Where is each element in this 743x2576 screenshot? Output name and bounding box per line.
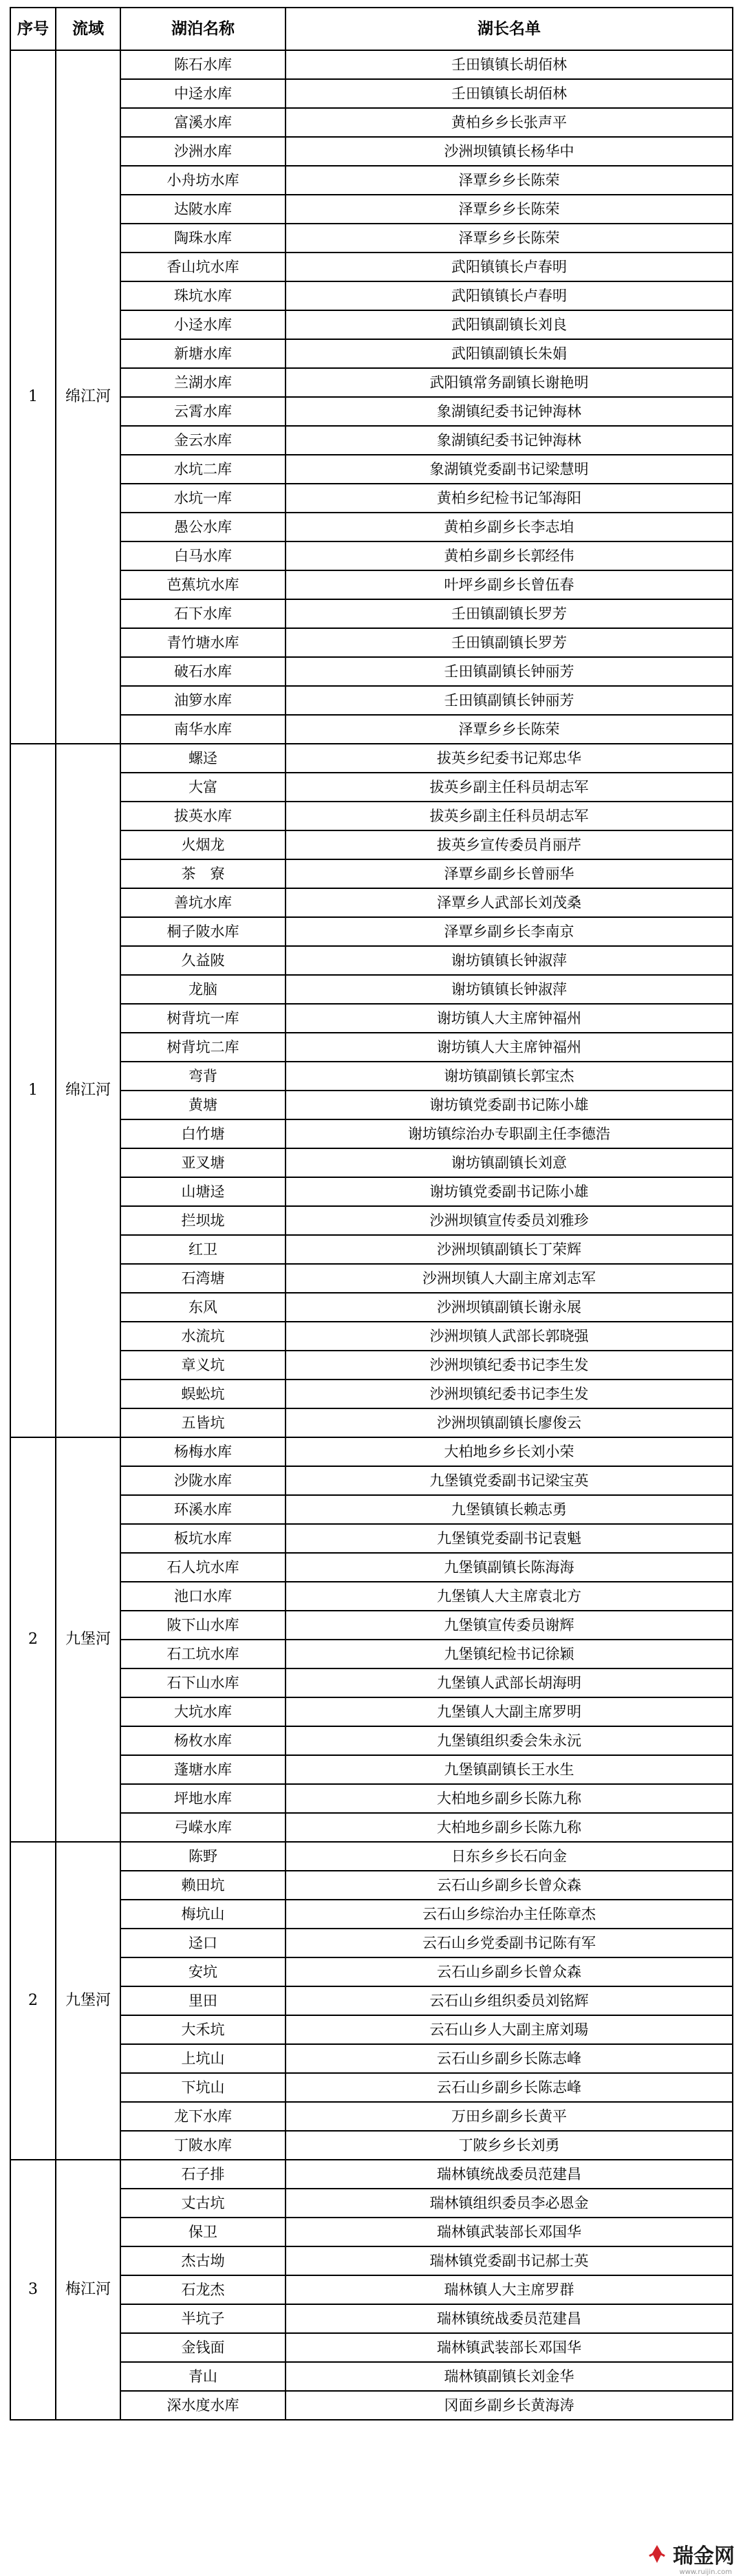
seq-cell: 1: [10, 744, 56, 1437]
lake-name-cell: 达陂水库: [120, 195, 286, 224]
lake-chief-cell: 冈面乡副乡长黄海涛: [286, 2391, 733, 2420]
lake-chief-cell: 九堡镇纪检书记徐颖: [286, 1640, 733, 1668]
lake-name-cell: 金钱面: [120, 2333, 286, 2362]
lake-name-cell: 水流坑: [120, 1322, 286, 1351]
lake-chief-cell: 九堡镇党委副书记梁宝英: [286, 1466, 733, 1495]
lake-chief-cell: 云石山乡人大副主席刘瑒: [286, 2015, 733, 2044]
lake-name-cell: 池口水库: [120, 1582, 286, 1611]
lake-name-cell: 石子排: [120, 2160, 286, 2189]
lake-chief-cell: 壬田镇副镇长罗芳: [286, 599, 733, 628]
lake-name-cell: 弓嵘水库: [120, 1813, 286, 1842]
lake-name-cell: 章义坑: [120, 1351, 286, 1380]
lake-name-cell: 板坑水库: [120, 1524, 286, 1553]
lake-chief-cell: 谢坊镇副镇长刘意: [286, 1148, 733, 1177]
lake-chief-cell: 拔英乡宣传委员肖丽芹: [286, 830, 733, 859]
lake-chief-cell: 九堡镇党委副书记袁魁: [286, 1524, 733, 1553]
lake-name-cell: 石龙杰: [120, 2275, 286, 2304]
lake-chief-cell: 大柏地乡副乡长陈九称: [286, 1784, 733, 1813]
lake-chief-cell: 谢坊镇人大主席钟福州: [286, 1004, 733, 1033]
lake-chief-cell: 叶坪乡副乡长曾伍春: [286, 570, 733, 599]
lake-chief-cell: 武阳镇镇长卢春明: [286, 253, 733, 281]
lake-chief-cell: 黄柏乡乡长张声平: [286, 108, 733, 137]
table-row: [10, 1437, 733, 1466]
lake-name-cell: 东风: [120, 1293, 286, 1322]
lake-name-cell: 小迳水库: [120, 310, 286, 339]
lake-name-cell: 梅坑山: [120, 1900, 286, 1929]
lake-chief-cell: 黄柏乡副乡长郭经伟: [286, 541, 733, 570]
lake-chief-cell: 沙洲坝镇人大副主席刘志军: [286, 1264, 733, 1293]
lake-chief-cell: 武阳镇常务副镇长谢艳明: [286, 368, 733, 397]
lake-chief-cell: 云石山乡副乡长曾众森: [286, 1871, 733, 1900]
seq-cell: 1: [10, 50, 56, 744]
table-row: [10, 1842, 733, 1871]
lake-chief-cell: 壬田镇镇长胡佰林: [286, 50, 733, 79]
lake-chief-cell: 黄柏乡纪检书记邹海阳: [286, 484, 733, 513]
lake-chief-cell: 九堡镇镇长赖志勇: [286, 1495, 733, 1524]
lake-name-cell: 白马水库: [120, 541, 286, 570]
lake-name-cell: 小舟坊水库: [120, 166, 286, 195]
lake-chief-cell: 云石山乡副乡长陈志峰: [286, 2073, 733, 2102]
lake-chief-cell: 沙洲坝镇纪委书记李生发: [286, 1380, 733, 1408]
lake-chief-cell: 瑞林镇统战委员范建昌: [286, 2304, 733, 2333]
lake-name-cell: 香山坑水库: [120, 253, 286, 281]
lake-name-cell: 兰湖水库: [120, 368, 286, 397]
lake-name-cell: 珠坑水库: [120, 281, 286, 310]
seq-cell: 3: [10, 2160, 56, 2420]
lake-chief-cell: 谢坊镇人大主席钟福州: [286, 1033, 733, 1062]
lake-name-cell: 拔英水库: [120, 802, 286, 830]
lake-name-cell: 坪地水库: [120, 1784, 286, 1813]
lake-name-cell: 芭蕉坑水库: [120, 570, 286, 599]
lake-name-cell: 深水度水库: [120, 2391, 286, 2420]
lake-chief-cell: 瑞林镇组织委员李必恩金: [286, 2189, 733, 2218]
lake-name-cell: 拦坝垅: [120, 1206, 286, 1235]
lake-name-cell: 中迳水库: [120, 79, 286, 108]
lake-chief-cell: 泽覃乡乡长陈荣: [286, 166, 733, 195]
lake-chief-table: [10, 7, 733, 2421]
lake-chief-cell: 拔英乡副主任科员胡志军: [286, 773, 733, 802]
lake-name-cell: 油箩水库: [120, 686, 286, 715]
lake-chief-cell: 瑞林镇统战委员范建昌: [286, 2160, 733, 2189]
lake-chief-cell: 沙洲坝镇镇长杨华中: [286, 137, 733, 166]
seq-cell: 2: [10, 1437, 56, 1842]
lake-name-cell: 弯背: [120, 1062, 286, 1091]
lake-chief-cell: 瑞林镇副镇长刘金华: [286, 2362, 733, 2391]
lake-chief-cell: 象湖镇纪委书记钟海林: [286, 426, 733, 455]
header-row: [10, 8, 733, 50]
lake-name-cell: 陈石水库: [120, 50, 286, 79]
header-lake-name: 湖泊名称: [120, 8, 286, 50]
lake-name-cell: 蓬塘水库: [120, 1755, 286, 1784]
lake-chief-cell: 泽覃乡副乡长曾丽华: [286, 859, 733, 888]
lake-chief-cell: 武阳镇镇长卢春明: [286, 281, 733, 310]
lake-chief-cell: 壬田镇副镇长钟丽芳: [286, 686, 733, 715]
lake-chief-cell: 沙洲坝镇副镇长丁荣辉: [286, 1235, 733, 1264]
lake-chief-cell: 泽覃乡乡长陈荣: [286, 224, 733, 253]
lake-name-cell: 丈古坑: [120, 2189, 286, 2218]
lake-chief-cell: 武阳镇副镇长刘良: [286, 310, 733, 339]
lake-name-cell: 安坑: [120, 1957, 286, 1986]
lake-chief-cell: 云石山乡副乡长陈志峰: [286, 2044, 733, 2073]
header-basin: 流域: [56, 8, 120, 50]
lake-name-cell: 云霄水库: [120, 397, 286, 426]
lake-name-cell: 破石水库: [120, 657, 286, 686]
lake-chief-cell: 九堡镇组织委会朱永沅: [286, 1726, 733, 1755]
seq-cell: 2: [10, 1842, 56, 2160]
lake-chief-cell: 拔英乡副主任科员胡志军: [286, 802, 733, 830]
lake-chief-cell: 壬田镇副镇长钟丽芳: [286, 657, 733, 686]
lake-name-cell: 石人坑水库: [120, 1553, 286, 1582]
lake-chief-cell: 泽覃乡乡长陈荣: [286, 715, 733, 744]
lake-name-cell: 青竹塘水库: [120, 628, 286, 657]
lake-name-cell: 蜈蚣坑: [120, 1380, 286, 1408]
watermark-brand: 瑞金网: [673, 2544, 735, 2568]
lake-chief-cell: 云石山乡党委副书记陈有军: [286, 1929, 733, 1957]
lake-chief-cell: 瑞林镇武装部长邓国华: [286, 2333, 733, 2362]
lake-name-cell: 丁陂水库: [120, 2131, 286, 2160]
basin-cell: 绵江河: [56, 50, 120, 744]
lake-name-cell: 南华水库: [120, 715, 286, 744]
lake-name-cell: 亚叉塘: [120, 1148, 286, 1177]
header-lake-chief: 湖长名单: [286, 8, 733, 50]
lake-name-cell: 新塘水库: [120, 339, 286, 368]
lake-chief-cell: 象湖镇纪委书记钟海林: [286, 397, 733, 426]
lake-chief-cell: 谢坊镇副镇长郭宝杰: [286, 1062, 733, 1091]
lake-name-cell: 陶珠水库: [120, 224, 286, 253]
lake-name-cell: 保卫: [120, 2218, 286, 2246]
basin-cell: 绵江河: [56, 744, 120, 1437]
lake-chief-cell: 九堡镇人大主席袁北方: [286, 1582, 733, 1611]
lake-chief-cell: 大柏地乡副乡长陈九称: [286, 1813, 733, 1842]
lake-chief-cell: 大柏地乡乡长刘小荣: [286, 1437, 733, 1466]
lake-name-cell: 螺迳: [120, 744, 286, 773]
table-row: [10, 50, 733, 79]
lake-chief-cell: 九堡镇副镇长陈海海: [286, 1553, 733, 1582]
ruijin-logo-icon: [645, 2542, 669, 2566]
lake-name-cell: 富溪水库: [120, 108, 286, 137]
lake-name-cell: 环溪水库: [120, 1495, 286, 1524]
lake-chief-cell: 日东乡乡长石向金: [286, 1842, 733, 1871]
lake-name-cell: 黄塘: [120, 1091, 286, 1119]
lake-chief-cell: 沙洲坝镇纪委书记李生发: [286, 1351, 733, 1380]
lake-name-cell: 大禾坑: [120, 2015, 286, 2044]
lake-name-cell: 杰古坳: [120, 2246, 286, 2275]
lake-chief-cell: 泽覃乡人武部长刘茂桑: [286, 888, 733, 917]
lake-name-cell: 火烟龙: [120, 830, 286, 859]
lake-name-cell: 陂下山水库: [120, 1611, 286, 1640]
lake-chief-cell: 瑞林镇武装部长邓国华: [286, 2218, 733, 2246]
header-seq: 序号: [10, 8, 56, 50]
lake-name-cell: 石工坑水库: [120, 1640, 286, 1668]
lake-name-cell: 龙下水库: [120, 2102, 286, 2131]
lake-name-cell: 山塘迳: [120, 1177, 286, 1206]
lake-chief-cell: 九堡镇副镇长王水生: [286, 1755, 733, 1784]
lake-chief-cell: 泽覃乡副乡长李南京: [286, 917, 733, 946]
lake-chief-cell: 九堡镇人武部长胡海明: [286, 1668, 733, 1697]
lake-name-cell: 赖田坑: [120, 1871, 286, 1900]
lake-name-cell: 上坑山: [120, 2044, 286, 2073]
lake-name-cell: 半坑子: [120, 2304, 286, 2333]
lake-chief-cell: 九堡镇人大副主席罗明: [286, 1697, 733, 1726]
lake-chief-cell: 沙洲坝镇副镇长谢永展: [286, 1293, 733, 1322]
lake-name-cell: 陈野: [120, 1842, 286, 1871]
lake-chief-cell: 象湖镇党委副书记梁慧明: [286, 455, 733, 484]
lake-name-cell: 里田: [120, 1986, 286, 2015]
basin-cell: 梅江河: [56, 2160, 120, 2420]
lake-chief-cell: 云石山乡组织委员刘铭辉: [286, 1986, 733, 2015]
lake-chief-cell: 万田乡副乡长黄平: [286, 2102, 733, 2131]
lake-name-cell: 愚公水库: [120, 513, 286, 541]
basin-cell: 九堡河: [56, 1842, 120, 2160]
lake-chief-cell: 泽覃乡乡长陈荣: [286, 195, 733, 224]
lake-name-cell: 杨枚水库: [120, 1726, 286, 1755]
lake-chief-cell: 黄柏乡副乡长李志垍: [286, 513, 733, 541]
lake-chief-cell: 壬田镇镇长胡佰林: [286, 79, 733, 108]
lake-name-cell: 五皆坑: [120, 1408, 286, 1437]
table-body: [10, 50, 733, 2420]
watermark: [645, 2540, 735, 2576]
lake-chief-cell: 沙洲坝镇副镇长廖俊云: [286, 1408, 733, 1437]
table-row: [10, 2160, 733, 2189]
lake-name-cell: 石湾塘: [120, 1264, 286, 1293]
lake-name-cell: 树背坑二库: [120, 1033, 286, 1062]
lake-chief-cell: 九堡镇宣传委员谢辉: [286, 1611, 733, 1640]
lake-name-cell: 桐子陂水库: [120, 917, 286, 946]
lake-chief-cell: 沙洲坝镇人武部长郭晓强: [286, 1322, 733, 1351]
lake-name-cell: 水坑二库: [120, 455, 286, 484]
lake-name-cell: 善坑水库: [120, 888, 286, 917]
lake-name-cell: 沙洲水库: [120, 137, 286, 166]
lake-name-cell: 树背坑一库: [120, 1004, 286, 1033]
lake-name-cell: 大坑水库: [120, 1697, 286, 1726]
lake-name-cell: 石下水库: [120, 599, 286, 628]
table-row: [10, 744, 733, 773]
lake-chief-cell: 瑞林镇党委副书记郝士英: [286, 2246, 733, 2275]
lake-name-cell: 迳口: [120, 1929, 286, 1957]
lake-name-cell: 大富: [120, 773, 286, 802]
watermark-url: www.ruijin.com: [679, 2568, 732, 2576]
lake-chief-cell: 壬田镇副镇长罗芳: [286, 628, 733, 657]
lake-name-cell: 石下山水库: [120, 1668, 286, 1697]
lake-chief-cell: 武阳镇副镇长朱娟: [286, 339, 733, 368]
lake-chief-cell: 沙洲坝镇宣传委员刘雅珍: [286, 1206, 733, 1235]
lake-chief-cell: 云石山乡综治办主任陈章杰: [286, 1900, 733, 1929]
basin-cell: 九堡河: [56, 1437, 120, 1842]
lake-name-cell: 久益陂: [120, 946, 286, 975]
lake-chief-cell: 谢坊镇镇长钟淑萍: [286, 975, 733, 1004]
lake-chief-cell: 谢坊镇综治办专职副主任李德浩: [286, 1119, 733, 1148]
lake-name-cell: 红卫: [120, 1235, 286, 1264]
lake-chief-cell: 拔英乡纪委书记郑忠华: [286, 744, 733, 773]
lake-name-cell: 下坑山: [120, 2073, 286, 2102]
lake-name-cell: 青山: [120, 2362, 286, 2391]
lake-chief-cell: 谢坊镇党委副书记陈小雄: [286, 1091, 733, 1119]
lake-name-cell: 沙陇水库: [120, 1466, 286, 1495]
lake-chief-cell: 谢坊镇镇长钟淑萍: [286, 946, 733, 975]
lake-name-cell: 白竹塘: [120, 1119, 286, 1148]
lake-name-cell: 杨梅水库: [120, 1437, 286, 1466]
lake-chief-cell: 瑞林镇人大主席罗群: [286, 2275, 733, 2304]
lake-name-cell: 金云水库: [120, 426, 286, 455]
lake-chief-cell: 谢坊镇党委副书记陈小雄: [286, 1177, 733, 1206]
lake-name-cell: 龙脑: [120, 975, 286, 1004]
lake-chief-cell: 丁陂乡乡长刘勇: [286, 2131, 733, 2160]
lake-name-cell: 水坑一库: [120, 484, 286, 513]
lake-chief-cell: 云石山乡副乡长曾众森: [286, 1957, 733, 1986]
lake-name-cell: 茶 寮: [120, 859, 286, 888]
